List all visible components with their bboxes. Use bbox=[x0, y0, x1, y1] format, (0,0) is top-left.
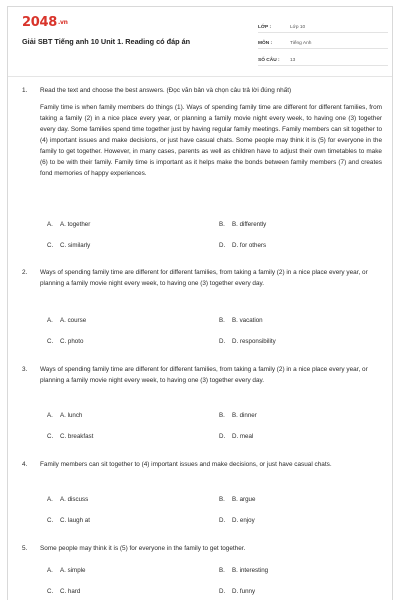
option-key: A. bbox=[47, 496, 53, 503]
option-key: D. bbox=[219, 338, 226, 345]
option-b[interactable] bbox=[219, 317, 379, 324]
document-title: Giải SBT Tiếng anh 10 Unit 1. Reading có đáp án bbox=[22, 37, 191, 46]
meta-label: MÔN : bbox=[258, 41, 273, 46]
option-key: A. bbox=[47, 317, 53, 324]
option-text: C. photo bbox=[60, 338, 84, 345]
question-number: 3. bbox=[22, 366, 28, 373]
option-key: B. bbox=[219, 317, 225, 324]
document-page bbox=[7, 6, 393, 600]
option-key: B. bbox=[219, 221, 225, 228]
option-text: B. dinner bbox=[232, 412, 257, 419]
meta-label: LỚP : bbox=[258, 24, 272, 30]
option-key: D. bbox=[219, 588, 226, 595]
option-a[interactable] bbox=[47, 221, 207, 228]
question-2 bbox=[22, 267, 382, 289]
option-d[interactable] bbox=[219, 338, 379, 345]
option-key: D. bbox=[219, 242, 226, 249]
option-key: C. bbox=[47, 433, 54, 440]
option-a[interactable] bbox=[47, 317, 207, 324]
option-a[interactable] bbox=[47, 496, 207, 503]
option-text: A. together bbox=[60, 221, 91, 228]
option-text: D. funny bbox=[232, 588, 256, 595]
meta-value: Tiếng Anh bbox=[290, 41, 312, 46]
question-prompt: Family members can sit together to (4) important issues and make decisions, or just have casual chats. bbox=[40, 461, 332, 468]
option-c[interactable] bbox=[47, 338, 207, 345]
option-text: B. argue bbox=[232, 496, 256, 503]
option-key: A. bbox=[47, 567, 53, 574]
option-key: D. bbox=[219, 433, 226, 440]
option-key: D. bbox=[219, 517, 226, 524]
question-number: 2. bbox=[22, 269, 28, 276]
option-b[interactable] bbox=[219, 221, 379, 228]
option-d[interactable] bbox=[219, 517, 379, 524]
question-prompt: Read the text and choose the best answers. (Đọc văn bản và chọn câu trả lời đúng nhất) bbox=[40, 87, 292, 94]
question-number: 1. bbox=[22, 87, 28, 94]
question-number: 4. bbox=[22, 461, 28, 468]
option-key: C. bbox=[47, 338, 54, 345]
option-text: A. lunch bbox=[60, 412, 83, 419]
option-text: D. enjoy bbox=[232, 517, 255, 524]
meta-row-class bbox=[258, 19, 388, 33]
question-number: 5. bbox=[22, 545, 28, 552]
header-divider bbox=[8, 76, 392, 77]
question-5 bbox=[22, 543, 382, 554]
option-c[interactable] bbox=[47, 433, 207, 440]
option-key: C. bbox=[47, 242, 54, 249]
option-text: A. simple bbox=[60, 567, 86, 574]
option-text: A. discuss bbox=[60, 496, 89, 503]
option-c[interactable] bbox=[47, 517, 207, 524]
option-text: C. laugh at bbox=[60, 517, 90, 524]
option-a[interactable] bbox=[47, 412, 207, 419]
option-key: A. bbox=[47, 412, 53, 419]
question-prompt: Ways of spending family time are different for different families, from taking a family (2) in a nice place every year, or planning a family movie night every week, to having one (3) together every day. bbox=[40, 366, 368, 384]
question-4 bbox=[22, 459, 382, 470]
option-b[interactable] bbox=[219, 496, 379, 503]
option-c[interactable] bbox=[47, 588, 207, 595]
option-text: B. interesting bbox=[232, 567, 269, 574]
option-key: B. bbox=[219, 567, 225, 574]
question-prompt: Some people may think it is (5) for everyone in the family to get together. bbox=[40, 545, 246, 552]
meta-value: 13 bbox=[290, 57, 296, 63]
option-key: A. bbox=[47, 221, 53, 228]
site-logo[interactable] bbox=[22, 15, 68, 30]
meta-info bbox=[258, 19, 388, 69]
meta-value: Lớp 10 bbox=[290, 24, 306, 30]
option-text: D. meal bbox=[232, 433, 254, 440]
option-a[interactable] bbox=[47, 567, 207, 574]
option-text: B. differently bbox=[232, 221, 267, 228]
option-d[interactable] bbox=[219, 588, 379, 595]
option-text: B. vacation bbox=[232, 317, 263, 324]
question-3 bbox=[22, 364, 382, 386]
option-key: C. bbox=[47, 588, 54, 595]
option-text: D. responsibility bbox=[232, 338, 276, 345]
option-d[interactable] bbox=[219, 242, 379, 249]
question-1 bbox=[22, 85, 382, 179]
meta-row-count bbox=[258, 52, 388, 66]
question-prompt: Ways of spending family time are different for different families, from taking a family (2) in a nice place every year, or planning a family movie night every week, to having one (3) together every day. bbox=[40, 269, 368, 287]
meta-row-subject bbox=[258, 36, 388, 50]
option-text: D. for others bbox=[232, 242, 267, 249]
option-key: C. bbox=[47, 517, 54, 524]
reading-passage: Family time is when family members do things (1). Ways of spending family time are different for different families, from taking a family (2) in a nice place every year, or planning a family movie night every week, to having one (3) together every day. Some families spend time together just by having regular family meetings. Family members can sit together to (4) important issues and make decisions, or just have casual chats. Some people may think it is (5) for everyone in the family to get together. However, in many cases, parents as well as children have to adjust their own timetables to make (6) to be with their family. Family time is important as it helps make the bonds between family members (7) and creates fond memories of happy experiences. bbox=[40, 104, 382, 177]
option-text: A. course bbox=[60, 317, 87, 324]
option-text: C. breakfast bbox=[60, 433, 94, 440]
logo-text: 2048 bbox=[22, 15, 57, 30]
option-b[interactable] bbox=[219, 412, 379, 419]
option-text: C. hard bbox=[60, 588, 81, 595]
option-b[interactable] bbox=[219, 567, 379, 574]
option-c[interactable] bbox=[47, 242, 207, 249]
option-key: B. bbox=[219, 412, 225, 419]
option-text: C. similarly bbox=[60, 242, 91, 249]
meta-label: SỐ CÂU : bbox=[258, 57, 280, 63]
option-key: B. bbox=[219, 496, 225, 503]
logo-suffix: .vn bbox=[57, 19, 68, 26]
option-d[interactable] bbox=[219, 433, 379, 440]
